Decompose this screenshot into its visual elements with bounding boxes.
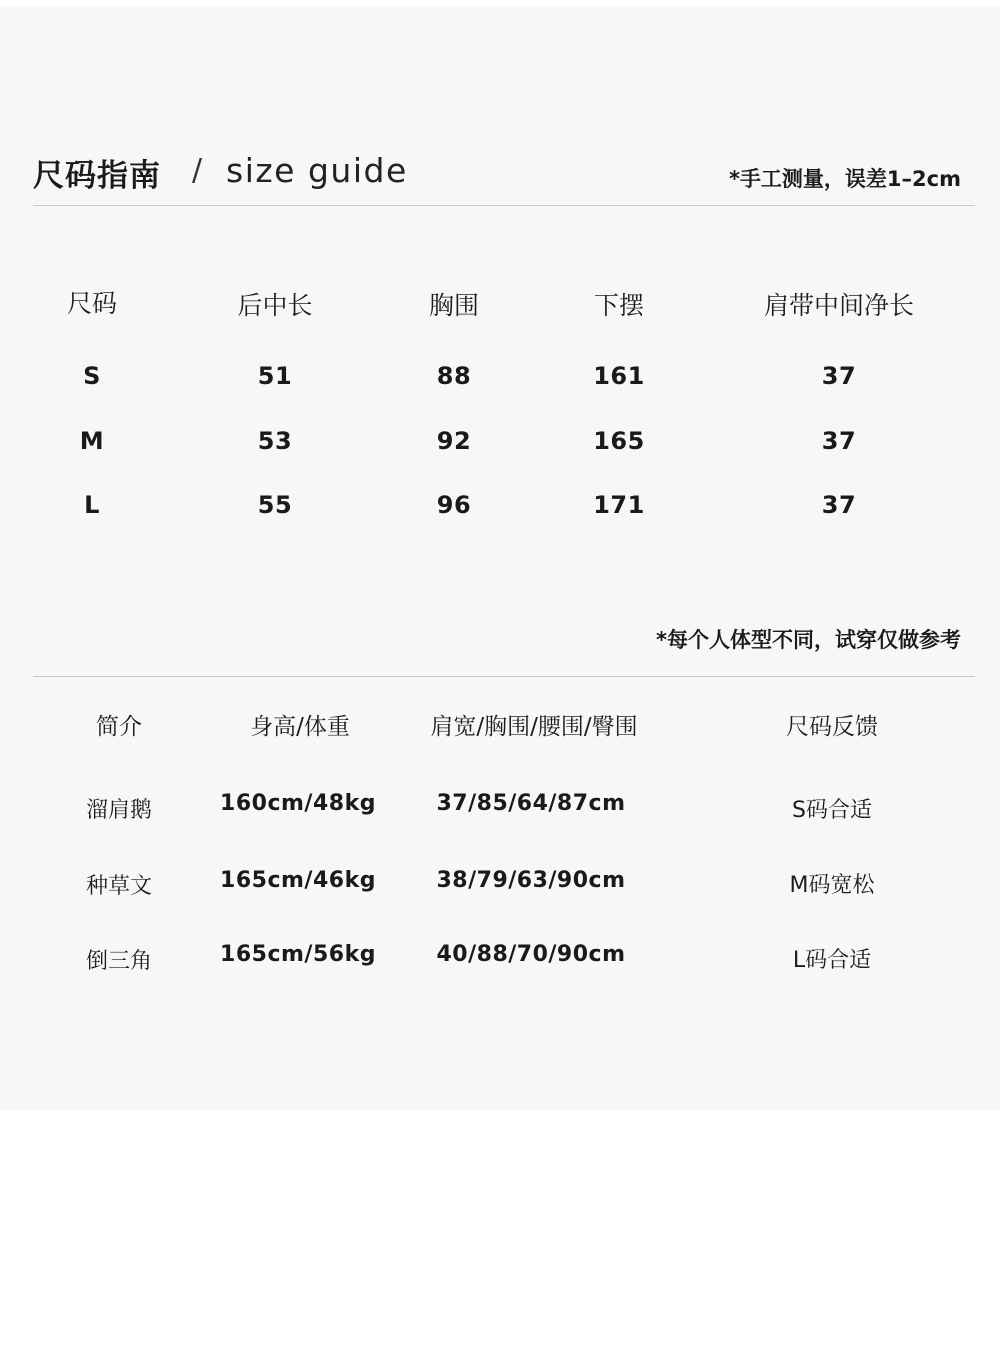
title-separator: / bbox=[192, 153, 203, 188]
profile-cell: 溜肩鹅 bbox=[85, 798, 153, 823]
header-hem: 下摆 bbox=[593, 291, 645, 320]
hem-cell: 161 bbox=[593, 362, 645, 390]
strap-length-cell: 37 bbox=[821, 491, 857, 519]
fit-divider bbox=[33, 676, 975, 677]
page-title-en: size guide bbox=[226, 151, 408, 190]
header-measurements: 肩宽/胸围/腰围/臀围 bbox=[430, 714, 638, 740]
bust-cell: 92 bbox=[436, 427, 472, 455]
header-strap-length: 肩带中间净长 bbox=[763, 291, 915, 320]
height-weight-cell: 160cm/48kg bbox=[220, 791, 376, 816]
header-size: 尺码 bbox=[66, 289, 118, 318]
height-weight-cell: 165cm/56kg bbox=[220, 942, 376, 967]
measurements-cell: 40/88/70/90cm bbox=[436, 942, 626, 967]
size-cell: L bbox=[84, 491, 100, 519]
back-length-cell: 55 bbox=[257, 491, 293, 519]
bust-cell: 88 bbox=[436, 362, 472, 390]
measurement-note: *手工测量，误差1–2cm bbox=[728, 167, 961, 191]
size-feedback-cell: S码合适 bbox=[792, 798, 872, 823]
header-bust: 胸围 bbox=[428, 291, 480, 320]
size-cell: M bbox=[79, 427, 105, 455]
strap-length-cell: 37 bbox=[821, 427, 857, 455]
size-cell: S bbox=[83, 362, 101, 390]
header-profile: 简介 bbox=[96, 714, 142, 740]
back-length-cell: 53 bbox=[257, 427, 293, 455]
profile-cell: 种草文 bbox=[85, 874, 153, 899]
page-title-cn: 尺码指南 bbox=[33, 158, 161, 194]
measurements-cell: 38/79/63/90cm bbox=[436, 868, 626, 893]
size-feedback-cell: L码合适 bbox=[792, 948, 872, 973]
header-back-length: 后中长 bbox=[237, 291, 313, 320]
header-height-weight: 身高/体重 bbox=[250, 714, 350, 740]
header-divider bbox=[33, 205, 975, 206]
hem-cell: 171 bbox=[593, 491, 645, 519]
hem-cell: 165 bbox=[593, 427, 645, 455]
measurements-cell: 37/85/64/87cm bbox=[436, 791, 626, 816]
back-length-cell: 51 bbox=[257, 362, 293, 390]
profile-cell: 倒三角 bbox=[85, 949, 153, 974]
height-weight-cell: 165cm/46kg bbox=[220, 868, 376, 893]
strap-length-cell: 37 bbox=[821, 362, 857, 390]
bust-cell: 96 bbox=[436, 491, 472, 519]
fit-disclaimer: *每个人体型不同，试穿仅做参考 bbox=[656, 628, 961, 652]
header-size-feedback: 尺码反馈 bbox=[786, 714, 878, 740]
size-feedback-cell: M码宽松 bbox=[789, 873, 875, 898]
